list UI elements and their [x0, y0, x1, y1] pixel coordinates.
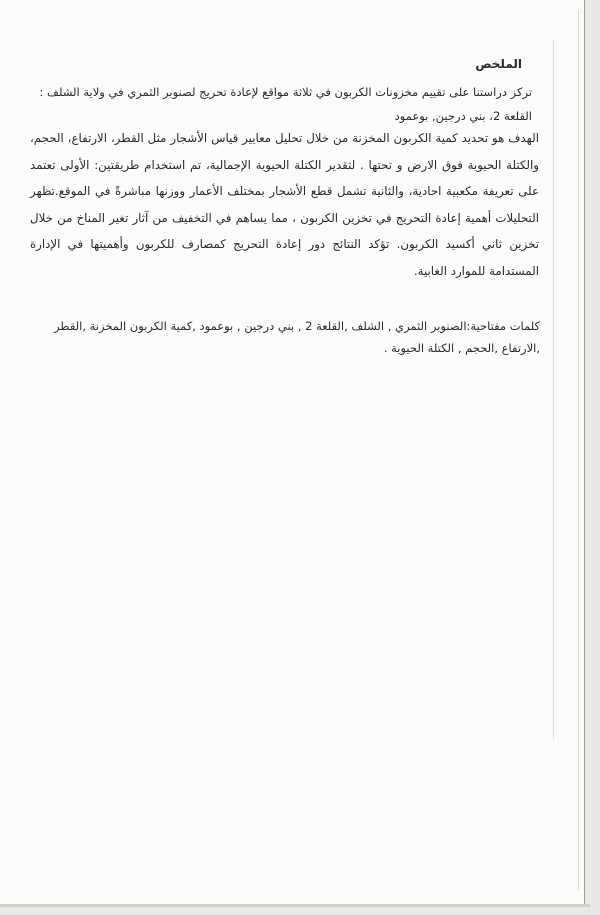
keywords-line: كلمات مفتاحية:الصنوبر الثمري , الشلف ,القلعة 2 , بني درجين , بوعمود ,كمية الكربون المخزنة ,القطر ,الارتفاع ,الحجم , الكتلة الحيوية . [54, 319, 540, 355]
abstract-title: الملخص [475, 57, 522, 71]
page-bottom-edge [0, 904, 590, 907]
abstract-intro-paragraph: تركز دراستنا على تقييم مخزونات الكربون في ثلاثة مواقع لإعادة تحريج لصنوبر الثمري في ولاية الشلف : القلعة 2، بني درجين, بوعمود [39, 85, 532, 123]
scan-artifact-line [553, 40, 554, 740]
abstract-body-paragraph: الهدف هو تحديد كمية الكربون المخزنة من خلال تحليل معايير قياس الأشجار مثل القطر، الارتفاع، الحجم، والكتلة الحيوية فوق الارض و تحتها . لتقدير الكتلة الحيوية الإجمالية، تم استخدام طريقتين: الأولى تعتمد على تعريفة مكعبية احادية، والثانية تشمل قطع الأشجار بمختلف الأعمار ووزنها مباشرةً في الموقع.تظهر التحليلات أهمية إعادة التحريج في تخزين الكربون ، مما يساهم في التخفيف من آثار تغير المناخ من خلال تخزين ثاني أكسيد الكربون. تؤكد النتائج دور إعادة التحريج كمصارف للكربون وأهميتها في الإدارة المستدامة للموارد الغابية. [30, 131, 539, 278]
scan-artifact-line [578, 10, 579, 890]
